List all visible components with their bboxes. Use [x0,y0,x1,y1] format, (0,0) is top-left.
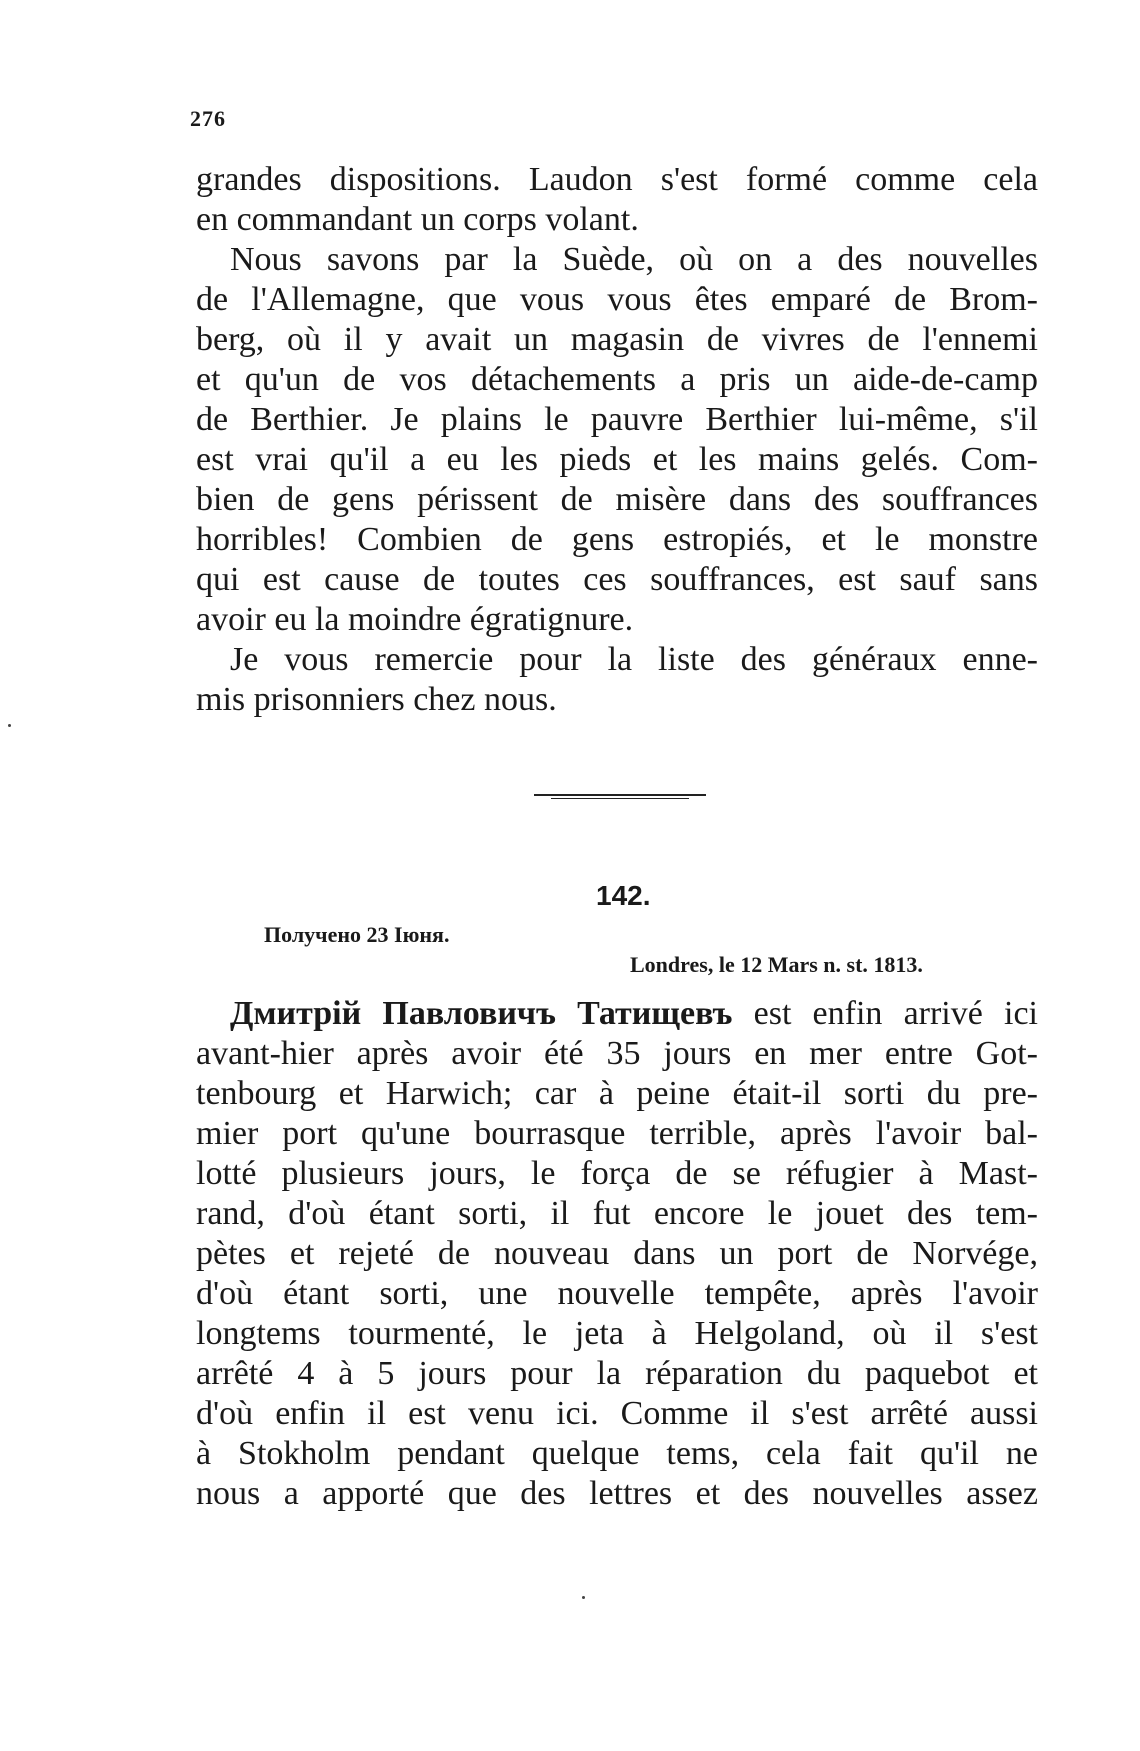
page-number: 276 [190,106,226,131]
text-line: tenbourg et Harwich; car à peine était-il sorti du pre- [196,1075,1038,1112]
text-line: grandes dispositions. Laudon s'est formé comme cela [196,161,1038,198]
text-line: en commandant un corps volant. [196,201,639,238]
text-line: mier port qu'une bourrasque terrible, après l'avoir bal- [196,1115,1038,1152]
text-line: et qu'un de vos détachements a pris un aide-de-camp [196,361,1038,398]
letter-place-date: Londres, le 12 Mars n. st. 1813. [630,952,923,977]
letter-number: 142. [596,880,651,911]
divider-rule [551,798,689,799]
text-line: Je vous remercie pour la liste des généraux enne- [230,641,1038,678]
text-line: mis prisonniers chez nous. [196,681,557,718]
received-note: Получено 23 Іюня. [264,922,450,947]
text-line: nous a apporté que des lettres et des nouvelles assez [196,1475,1038,1512]
text-line: pètes et rejeté de nouveau dans un port de Norvége, [196,1235,1038,1272]
text-line: d'où étant sorti, une nouvelle tempête, après l'avoir [196,1275,1038,1312]
scan-speck [8,724,11,727]
divider-rule [534,794,706,796]
text-line: de l'Allemagne, que vous vous êtes emparé de Brom- [196,281,1038,318]
text-line: bien de gens périssent de misère dans des souffrances [196,481,1038,518]
text-line [196,994,1038,1034]
text-line: de Berthier. Je plains le pauvre Berthier lui-même, s'il [196,401,1038,438]
text-line: rand, d'où étant sorti, il fut encore le jouet des tem- [196,1195,1038,1232]
text-line: lotté plusieurs jours, le força de se réfugier à Mast- [196,1155,1038,1192]
text-line: qui est cause de toutes ces souffrances, est sauf sans [196,561,1038,598]
text-line: longtems tourmenté, le jeta à Helgoland, où il s'est [196,1315,1038,1352]
scan-speck [582,1596,585,1599]
paragraph-letter-body [196,994,1038,1514]
text-line: horribles! Combien de gens estropiés, et le monstre [196,521,1038,558]
text-line: avant-hier après avoir été 35 jours en mer entre Got- [196,1035,1038,1072]
text-line: est vrai qu'il a eu les pieds et les mains gelés. Com- [196,441,1038,478]
text-fragment: est enfin arrivé ici [732,995,1038,1032]
text-line: arrêté 4 à 5 jours pour la réparation du paquebot et [196,1355,1038,1392]
section-divider [534,794,706,800]
text-line: berg, où il y avait un magasin de vivres de l'ennemi [196,321,1038,358]
text-line: Nous savons par la Suède, où on a des nouvelles [230,241,1038,278]
paragraph-section-1 [196,160,1038,720]
text-line: avoir eu la moindre égratignure. [196,601,634,638]
text-line: à Stokholm pendant quelque tems, cela fait qu'il ne [196,1435,1038,1472]
person-name: Дмитрій Павловичъ Татищевъ [230,995,733,1032]
text-line: d'où enfin il est venu ici. Comme il s'est arrêté aussi [196,1395,1038,1432]
